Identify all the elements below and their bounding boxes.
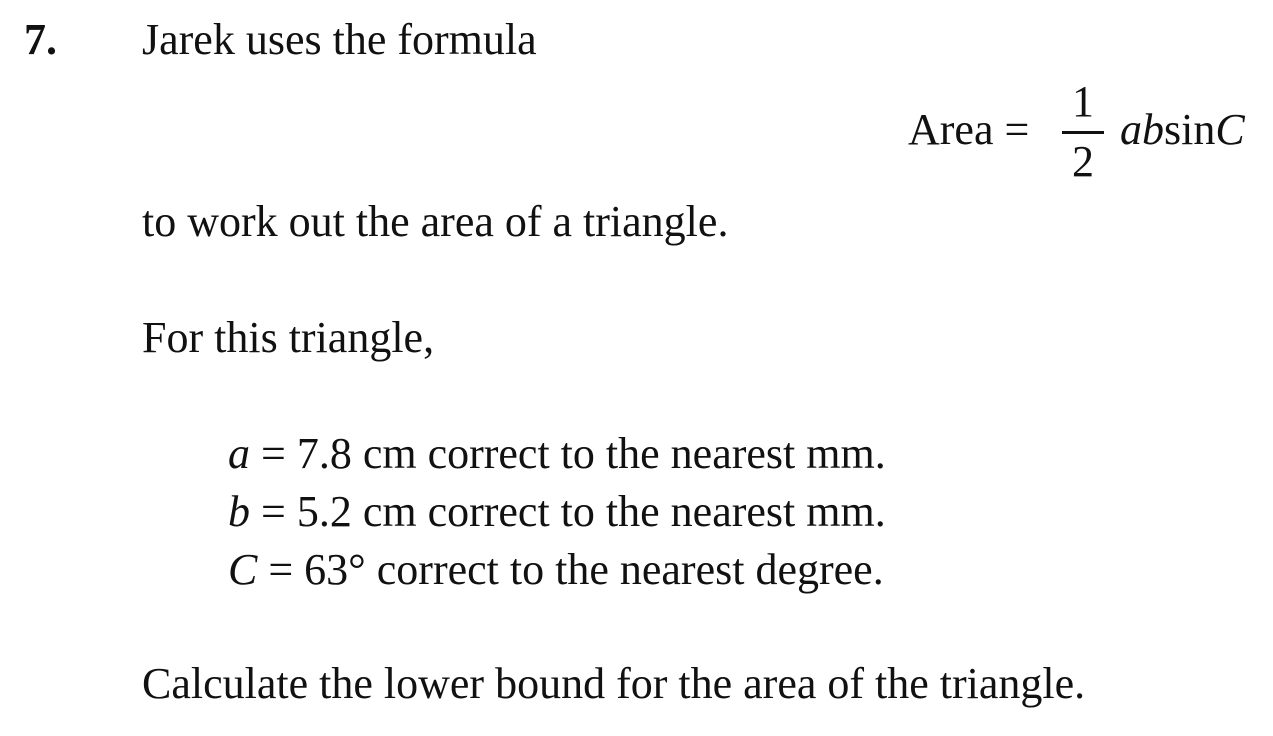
question-number: 7. — [24, 15, 57, 64]
fraction-bar — [1062, 131, 1104, 134]
question-intro: Jarek uses the formula — [142, 15, 537, 64]
formula-purpose: to work out the area of a triangle. — [142, 197, 729, 246]
triangle-intro: For this triangle, — [142, 313, 435, 362]
fraction-denominator: 2 — [1072, 137, 1094, 186]
question-task: Calculate the lower bound for the area of the triangle. — [142, 659, 1086, 708]
formula-var-c: C — [1215, 105, 1245, 154]
fraction-numerator: 1 — [1072, 77, 1094, 126]
condition-text: = 63° correct to the nearest degree. — [257, 545, 884, 594]
formula-lhs: Area = — [908, 105, 1030, 154]
condition-b — [228, 486, 886, 538]
condition-var: a — [228, 429, 250, 478]
condition-var: b — [228, 487, 250, 536]
condition-c — [228, 544, 884, 596]
condition-text: = 7.8 cm correct to the nearest mm. — [250, 429, 886, 478]
condition-text: = 5.2 cm correct to the nearest mm. — [250, 487, 886, 536]
formula-rhs — [1120, 104, 1245, 156]
condition-var: C — [228, 545, 258, 594]
formula-func: sin — [1164, 105, 1216, 154]
condition-a — [228, 428, 886, 480]
formula-fraction — [1058, 76, 1108, 192]
formula-var-ab: ab — [1120, 105, 1164, 154]
